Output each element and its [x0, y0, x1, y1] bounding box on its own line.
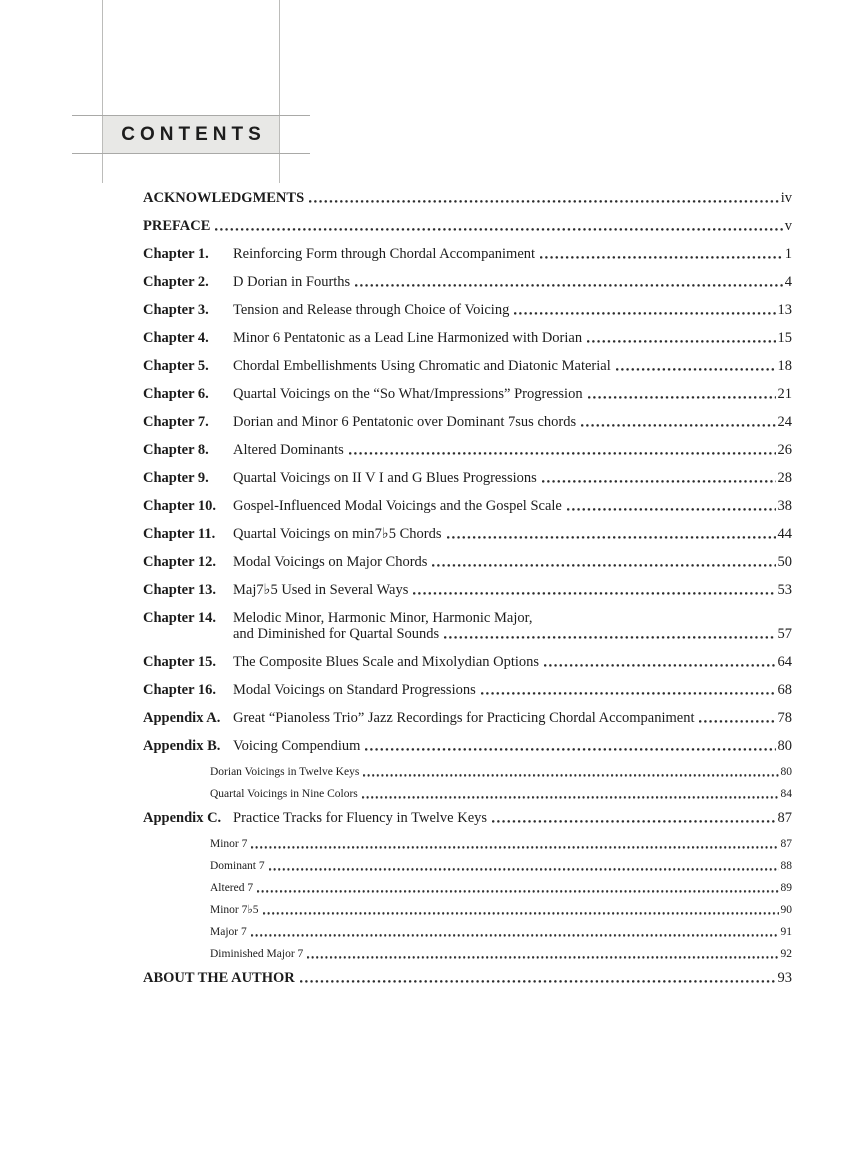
toc-entry-label: Chapter 2. — [143, 274, 209, 290]
toc-entry-body — [233, 246, 792, 262]
dot-leader — [587, 340, 775, 343]
toc-entry-title: Voicing Compendium — [233, 738, 361, 754]
toc-entry-page: 90 — [780, 904, 792, 916]
toc-entry — [143, 582, 792, 598]
toc-entry-page: 57 — [777, 626, 792, 642]
toc-entry-page: 89 — [780, 882, 792, 894]
toc-entry-lastline — [210, 948, 792, 961]
toc-entry — [143, 386, 792, 402]
toc-entry-body — [233, 274, 792, 290]
toc-entry — [143, 810, 792, 826]
toc-entry-body — [233, 526, 792, 542]
toc-entry-label: Chapter 9. — [143, 470, 209, 486]
toc-entry-label: ABOUT THE AUTHOR — [143, 970, 295, 986]
dot-leader — [616, 368, 776, 371]
toc-entry-page: 78 — [777, 710, 792, 726]
toc-entry-page: 80 — [780, 766, 792, 778]
toc-entry-page: 50 — [777, 554, 792, 570]
toc-entry-title: Quartal Voicings in Nine Colors — [210, 788, 358, 800]
toc-entry — [143, 414, 792, 430]
toc-entry-title: Quartal Voicings on min7♭5 Chords — [233, 526, 442, 542]
toc-entry-page: 87 — [777, 810, 792, 826]
header-vertical-rule-left — [102, 0, 103, 183]
toc-entry-lastline — [233, 582, 792, 598]
toc-entry-title: Practice Tracks for Fluency in Twelve Keys — [233, 810, 488, 826]
toc-entry-body — [210, 860, 792, 873]
dot-leader — [307, 956, 778, 959]
dot-leader — [300, 980, 776, 983]
toc-entry — [143, 926, 792, 939]
toc-entry-title: Minor 7 — [210, 838, 248, 850]
toc-entry-label: Chapter 14. — [143, 610, 217, 626]
toc-entry-body — [210, 838, 792, 851]
toc-entry-lastline — [233, 554, 792, 570]
toc-entry-label: Chapter 7. — [143, 414, 209, 430]
toc-entry-body — [233, 810, 792, 826]
toc-entry-label: Appendix B. — [143, 738, 221, 754]
toc-entry — [143, 948, 792, 961]
toc-entry-body — [233, 358, 792, 374]
toc-entry-lastline — [233, 738, 792, 754]
toc-entry-body — [233, 682, 792, 698]
toc-entry-body — [233, 470, 792, 486]
toc-entry-title: Quartal Voicings on II V I and G Blues Progressions — [233, 470, 537, 486]
toc-entry — [143, 610, 792, 642]
dot-leader — [588, 396, 776, 399]
toc-entry-body — [210, 904, 792, 917]
toc-entry-lastline — [233, 386, 792, 402]
toc-entry-label: Chapter 12. — [143, 554, 217, 570]
toc-entry-label: Chapter 3. — [143, 302, 209, 318]
toc-entry-title: Altered 7 — [210, 882, 254, 894]
dot-leader — [447, 536, 776, 539]
toc-entry — [143, 654, 792, 670]
toc-entry-title: Quartal Voicings on the “So What/Impressions” Progression — [233, 386, 583, 402]
toc-entry-label: Appendix C. — [143, 810, 222, 826]
toc-entry-page: 21 — [777, 386, 792, 402]
toc-entry — [143, 470, 792, 486]
toc-entry-page: 91 — [780, 926, 792, 938]
toc-entry-title: Altered Dominants — [233, 442, 344, 458]
toc-entry-body — [210, 926, 792, 939]
toc-entry-page: 64 — [777, 654, 792, 670]
toc-entry-lastline — [233, 682, 792, 698]
toc-entry-page: 92 — [780, 948, 792, 960]
toc-entry-title: Gospel-Influenced Modal Voicings and the Gospel Scale — [233, 498, 562, 514]
toc-entry — [143, 882, 792, 895]
toc-entry-page: 68 — [777, 682, 792, 698]
toc-entry — [143, 498, 792, 514]
toc-entry-title: Great “Pianoless Trio” Jazz Recordings for Practicing Chordal Accompaniment — [233, 710, 695, 726]
toc-entry — [143, 682, 792, 698]
dot-leader — [432, 564, 775, 567]
toc-entry-lastline — [233, 246, 792, 262]
toc-entry — [143, 738, 792, 754]
toc-entry-lastline — [233, 470, 792, 486]
toc-entry-lastline — [233, 810, 792, 826]
toc-entry-body — [233, 610, 792, 642]
toc-entry-page: iv — [780, 190, 792, 206]
toc-entry-label: Chapter 5. — [143, 358, 209, 374]
toc-entry-title: Dorian Voicings in Twelve Keys — [210, 766, 360, 778]
toc-entry-lastline — [233, 274, 792, 290]
toc-entry-body — [233, 414, 792, 430]
header-vertical-rule-right — [279, 0, 280, 183]
toc-entry-page: 80 — [777, 738, 792, 754]
toc-entry — [143, 218, 792, 234]
dot-leader — [363, 774, 778, 777]
toc-entry — [143, 302, 792, 318]
toc-entry — [143, 788, 792, 801]
toc-entry-label: Chapter 6. — [143, 386, 209, 402]
toc-entry — [143, 970, 792, 986]
toc-entry-body — [233, 582, 792, 598]
toc-entry-page: 87 — [780, 838, 792, 850]
toc-entry — [143, 246, 792, 262]
toc-entry-title: Chordal Embellishments Using Chromatic and Diatonic Material — [233, 358, 611, 374]
toc-entry-label: Chapter 10. — [143, 498, 217, 514]
toc-entry-lastline — [210, 926, 792, 939]
toc-entry-label: Chapter 8. — [143, 442, 209, 458]
toc-entry-page: 1 — [784, 246, 792, 262]
toc-entry-label: Chapter 11. — [143, 526, 216, 542]
dot-leader — [542, 480, 776, 483]
toc-entry — [143, 710, 792, 726]
toc-entry-lastline — [210, 788, 792, 801]
toc-entry-page: v — [784, 218, 792, 234]
toc-entry-lastline — [233, 302, 792, 318]
toc-entry-lastline — [233, 626, 792, 642]
toc-entry — [143, 442, 792, 458]
toc-entry-page: 24 — [777, 414, 792, 430]
toc-entry-body — [233, 498, 792, 514]
toc-entry-body — [233, 738, 792, 754]
dot-leader — [269, 868, 779, 871]
toc-entry — [143, 190, 792, 206]
toc-entry-title: Minor 6 Pentatonic as a Lead Line Harmonized with Dorian — [233, 330, 583, 346]
toc-entry-page: 26 — [777, 442, 792, 458]
toc-entry-body — [210, 948, 792, 961]
dot-leader — [492, 820, 775, 823]
toc-entry-page: 84 — [780, 788, 792, 800]
dot-leader — [444, 636, 775, 639]
toc-entry-lastline — [233, 710, 792, 726]
toc-entry-title: Minor 7♭5 — [210, 904, 259, 916]
toc-entry-page: 15 — [777, 330, 792, 346]
toc-entry-label: ACKNOWLEDGMENTS — [143, 190, 305, 206]
dot-leader — [251, 934, 779, 937]
toc-entry-label: Chapter 1. — [143, 246, 209, 262]
dot-leader — [365, 748, 775, 751]
dot-leader — [263, 912, 779, 915]
toc-entry-title: and Diminished for Quartal Sounds — [233, 626, 440, 642]
toc-entry-page: 44 — [777, 526, 792, 542]
toc-entry-body — [233, 330, 792, 346]
dot-leader — [413, 592, 775, 595]
page-title: CONTENTS — [121, 123, 266, 145]
toc-entry-page: 38 — [777, 498, 792, 514]
toc-entry-page: 53 — [777, 582, 792, 598]
toc-entry-lastline — [233, 526, 792, 542]
toc-entry-title: Diminished Major 7 — [210, 948, 304, 960]
dot-leader — [251, 846, 778, 849]
toc-entry-page: 93 — [777, 970, 792, 986]
toc-entry-label: Chapter 13. — [143, 582, 217, 598]
toc-entry-body — [233, 302, 792, 318]
toc-entry-lastline — [233, 414, 792, 430]
toc-entry-lastline — [210, 838, 792, 851]
toc-entry — [143, 766, 792, 779]
toc-entry-label: PREFACE — [143, 218, 211, 234]
toc-entry-body — [210, 788, 792, 801]
toc-entry-title: Reinforcing Form through Chordal Accompaniment — [233, 246, 536, 262]
dot-leader — [215, 228, 782, 231]
dot-leader — [581, 424, 775, 427]
toc-entry-page: 13 — [777, 302, 792, 318]
toc-entry-body — [210, 882, 792, 895]
toc-entry-title: Dorian and Minor 6 Pentatonic over Dominant 7sus chords — [233, 414, 577, 430]
toc-entry — [143, 904, 792, 917]
toc-entry-lastline — [233, 330, 792, 346]
dot-leader — [355, 284, 783, 287]
dot-leader — [362, 796, 779, 799]
toc-entry-title: Tension and Release through Choice of Voicing — [233, 302, 510, 318]
toc-entry — [143, 860, 792, 873]
toc-entry — [143, 358, 792, 374]
toc-entry-title: The Composite Blues Scale and Mixolydian Options — [233, 654, 540, 670]
toc-entry-body — [233, 654, 792, 670]
dot-leader — [309, 200, 779, 203]
toc-entry-lastline — [233, 654, 792, 670]
toc-entry-body — [233, 710, 792, 726]
toc-entry-lastline — [210, 766, 792, 779]
toc-entry-body — [210, 766, 792, 779]
header-horizontal-rule-bottom — [72, 153, 310, 154]
toc-entry — [143, 274, 792, 290]
dot-leader — [699, 720, 775, 723]
toc-entry-page: 4 — [784, 274, 792, 290]
toc-entry-lastline — [210, 904, 792, 917]
toc-entry-lastline — [233, 442, 792, 458]
toc-entry-title: Modal Voicings on Standard Progressions — [233, 682, 476, 698]
toc-entry — [143, 330, 792, 346]
toc-entry — [143, 554, 792, 570]
dot-leader — [540, 256, 783, 259]
toc-entry-page: 88 — [780, 860, 792, 872]
toc-entry-lastline — [233, 358, 792, 374]
dot-leader — [481, 692, 776, 695]
dot-leader — [514, 312, 775, 315]
toc-entry-label: Chapter 16. — [143, 682, 217, 698]
toc-entry-label: Chapter 4. — [143, 330, 209, 346]
toc-entry-lastline — [233, 498, 792, 514]
toc-entry-title-line: Melodic Minor, Harmonic Minor, Harmonic Major, — [233, 610, 533, 626]
toc-entry-body — [233, 442, 792, 458]
toc-list — [143, 190, 792, 998]
toc-entry-title: D Dorian in Fourths — [233, 274, 351, 290]
toc-entry-body — [233, 386, 792, 402]
toc-entry — [143, 838, 792, 851]
toc-entry-label: Chapter 15. — [143, 654, 217, 670]
dot-leader — [257, 890, 778, 893]
toc-entry-title: Modal Voicings on Major Chords — [233, 554, 428, 570]
dot-leader — [349, 452, 776, 455]
toc-entry-label: Appendix A. — [143, 710, 221, 726]
toc-entry-title: Dominant 7 — [210, 860, 265, 872]
contents-header-box — [103, 116, 279, 153]
toc-entry-lastline — [210, 882, 792, 895]
dot-leader — [544, 664, 775, 667]
toc-entry — [143, 526, 792, 542]
toc-entry-title: Maj7♭5 Used in Several Ways — [233, 582, 409, 598]
toc-entry-lastline — [210, 860, 792, 873]
toc-entry-page: 28 — [777, 470, 792, 486]
dot-leader — [567, 508, 776, 511]
toc-entry-page: 18 — [777, 358, 792, 374]
toc-entry-title: Major 7 — [210, 926, 247, 938]
toc-entry-body — [233, 554, 792, 570]
